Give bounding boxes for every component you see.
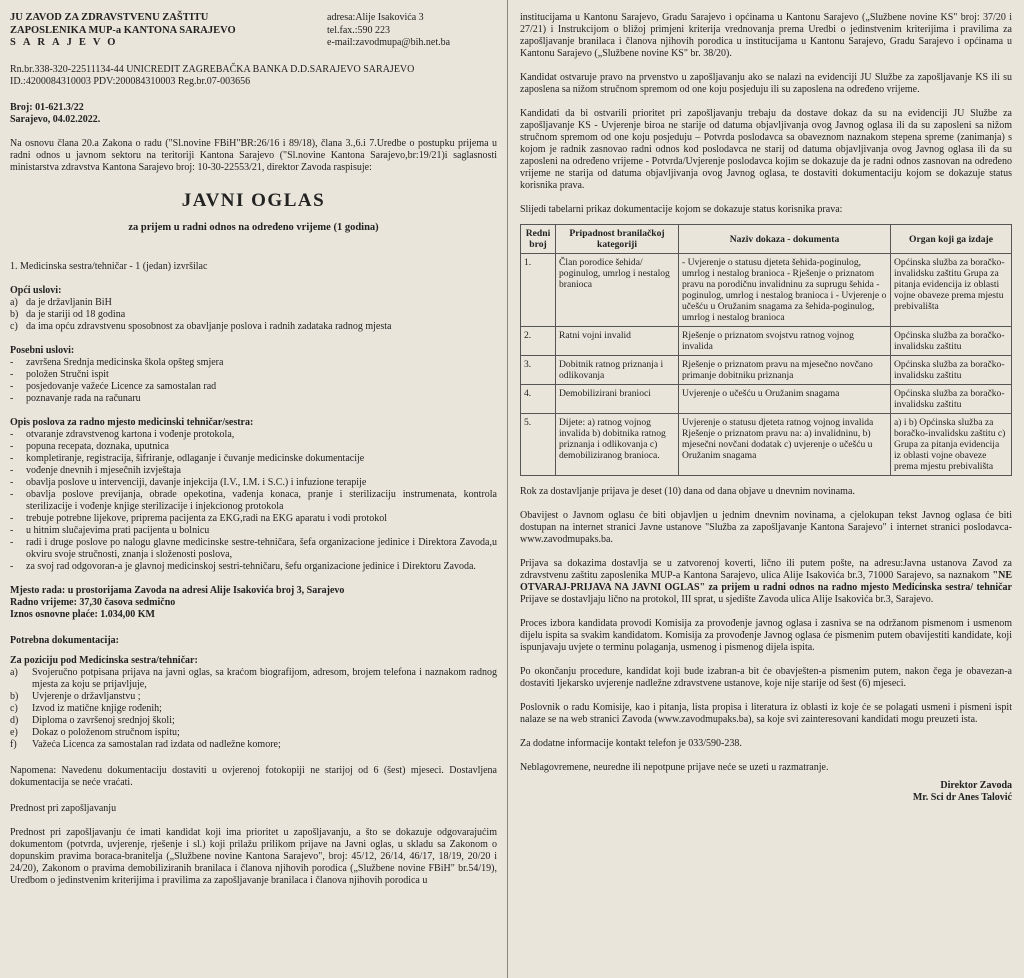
tel-fax: tel.fax.:590 223 (327, 24, 391, 36)
bank-line-1: Rn.br.338-320-22511134-44 UNICREDIT ZAGREBAČKA BANKA D.D.SARAJEVO SARAJEVO (10, 63, 415, 75)
publication-notice: Obavijest o Javnom oglasu će biti objavljen u jednim dnevnim novinama, a cjelokupan tekst Javnog oglasa će biti dostupan na internet stranici Javne ustanove "Služba za zapošljavanje Kantona Sarajevo" i internet stranici poslodavca-www.zavodmupaks.ba. (520, 510, 1012, 545)
submission-instructions: Prijava sa dokazima dostavlja se u zatvorenoj koverti, lično ili putem pošte, na adresu:Javna ustanova Zavod za zdravstvenu zaštitu zaposlenika MUP-a Kantona Sarajevo, ulica Alije Isakovića br.3, 71000 Sarajevo, sa naznakom "NE OTVARAJ-PRIJAVA NA JAVNI OGLAS" za prijem u radni odnos na radno mjesto Medicinska sestra/ tehničar Prijave se dostavljaju lično na protokol, III sprat, u sjedište Zavoda ulica Alije Isakovića br.3, Sarajevo. (520, 558, 1012, 605)
left-column (0, 0, 508, 978)
organization-name (10, 12, 236, 50)
list-item: - položen Stručni ispit (10, 368, 109, 380)
signature-block (520, 780, 1012, 804)
reference-number: Broj: 01-621.3/22 (10, 101, 84, 113)
subtitle: za prijem u radni odnos na određeno vrijeme (1 godina) (128, 221, 379, 233)
work-info (10, 585, 497, 621)
intro-paragraph: Na osnovu člana 20.a Zakona o radu ("Sl.novine FBiH"BR:26/16 i 89/18), člana 3.,6.i 7.Uredbe o postupku prijema u radni odnos u javnom sektoru na teritoriji Kantona Sarajevo ("Sl.novine Kantona Sarajevo,br:19/21)i saglasnosti ministarstva zdravstva Kantona Sarajevo broj: 10-30-22553/21, direktor Zavoda raspisuje: (10, 137, 497, 173)
list-item: c) da ima opću zdravstvenu sposobnost za obavljanje poslova i radnih zadataka radnog mjesta (10, 320, 392, 332)
table-row: 4. Demobilizirani branioci Uvjerenje o učešću u Oružanim snagama Općinska služba za boračko-invalidsku zaštitu (521, 385, 1012, 414)
letterhead (10, 12, 497, 50)
envelope-label: "NE OTVARAJ-PRIJAVA NA JAVNI OGLAS" za prijem u radni odnos na radno mjesto Medicinska sestra/ tehničar (520, 570, 1012, 593)
email: e-mail:zavodmupa@bih.net.ba (327, 37, 451, 48)
general-conditions-heading: Opći uslovi: (10, 284, 62, 296)
documents-note: Napomena: Navedenu dokumentaciju dostaviti u ovjerenoj fotokopiji ne starijoj od 6 (šest) mjeseci. Dostavljena dokumentacija se neće vraćati. (10, 764, 497, 788)
incomplete-applications: Neblagovremene, neuredne ili nepotpune prijave neće se uzeti u razmatranje. (520, 762, 829, 773)
duties-list (10, 429, 497, 573)
right-column (510, 0, 1024, 804)
deadline: Rok za dostavljanje prijava je deset (10) dana od dana objave u dnevnim novinama. (520, 486, 855, 497)
table-row: 5. Dijete: a) ratnog vojnog invalida b) dobitnika ratnog priznanja i odlikovanja c) demobiliziranog branioca. Uvjerenje o statusu djeteta ratnog vojnog invalida Rješenje o priznatom pravu na: a) invalidninu, b) mjesečni novčani dodatak c) uvjerenje o učešću u Oružanim snagama a) i b) Općinska služba za boračko-invalidsku zaštitu c) Grupa za pitanja evidencija iz oblasti vojne obaveze prema mjestu prebivališta (521, 414, 1012, 476)
documents-heading: Potrebna dokumentacija: (10, 634, 119, 646)
exam-rules: Poslovnik o radu Komisije, kao i pitanja, lista propisa i literatura iz oblasti iz koje će se polagati usmeni i pismeni ispit nalaze se na web stranici Zavoda (www.zavodmupaks.ba), sa koje svi zainteresovani kandidati mogu preuzeti ista. (520, 702, 1012, 725)
bank-line-2: ID.:4200084310003 PDV:200084310003 Reg.br.07-003656 (10, 75, 251, 87)
list-item: c) Izvod iz matične knjige rođenih; (10, 702, 162, 714)
table-intro: Slijedi tabelarni prikaz dokumentacije kojom se dokazuje status korisnika prava: (520, 204, 843, 215)
list-item: d) Diploma o završenoj srednjoj školi; (10, 714, 175, 726)
reference-block (10, 102, 497, 126)
list-item: - trebuje potrebne lijekove, priprema pacijenta za EKG,radi na EKG aparatu i vodi protokol (10, 512, 387, 524)
list-item: a) Svojeručno potpisana prijava na javni oglas, sa kraćom biografijom, adresom, brojem telefona i naznakom radnog mjesta za koju se prijavljuje, (10, 666, 497, 690)
priority-heading: Prednost pri zapošljavanju (10, 802, 117, 814)
column-header: Naziv dokaza - dokumenta (679, 225, 891, 254)
list-item: - za svoj rad odgovoran-a je glavnoj medicinskoj sestri-tehničaru, šefu organizacione jedinice i Direktoru Zavoda. (10, 560, 476, 572)
salary: Iznos osnovne plaće: 1.034,00 KM (10, 608, 155, 620)
org-line-3: SARAJEVO (10, 37, 123, 48)
list-item: - obavlja poslove previjanja, obrade opekotina, vađenja konaca, pranje i sterilizaciju instrumenata, kontrola sterilizacije i vođenje knjige sterilizacije i injekcionog protokola (10, 488, 497, 512)
position-line: 1. Medicinska sestra/tehničar - 1 (jedan) izvršilac (10, 260, 208, 272)
contact-phone: Za dodatne informacije kontakt telefon je 033/590-238. (520, 738, 742, 749)
list-item: - radi i druge poslove po nalogu glavne medicinske sestre-tehničara, šefa organizacione jedinice i Direktora Zavoda,u okviru svoje stručnosti, znanja i složenosti poslova, (10, 536, 497, 560)
status-documents-table (520, 224, 1012, 476)
document-date: Sarajevo, 04.02.2022. (10, 113, 101, 125)
column-header: Redni broj (521, 225, 556, 254)
selection-process: Proces izbora kandidata provodi Komisija za provođenje javnog oglasa i zasniva se na održanom pismenom i usmenom dijelu ispita sa svakim kandidatom. Komisija za provođenje Javnog oglasa će pismenim putem obavijestiti kandidate, koji ispunjavaju uvjete o terminu polaganja, usmenog i pismenog dijela ispita. (520, 618, 1012, 653)
work-hours: Radno vrijeme: 37,30 časova sedmično (10, 596, 176, 608)
list-item: e) Dokaz o položenom stručnom ispitu; (10, 726, 180, 738)
org-line-2: ZAPOSLENIKA MUP-a KANTONA SARAJEVO (10, 24, 236, 36)
special-conditions-list (10, 357, 497, 405)
list-item: - završena Srednja medicinska škola opšteg smjera (10, 356, 224, 368)
work-place: Mjesto rada: u prostorijama Zavoda na adresi Alije Isakovića broj 3, Sarajevo (10, 584, 345, 596)
table-row: 3. Dobitnik ratnog priznanja i odlikovanja Rješenje o priznatom pravu na mjesečno novčano primanje dobitniku priznanja Općinska služba za boračko-invalidsku zaštitu (521, 356, 1012, 385)
org-line-1: JU ZAVOD ZA ZDRAVSTVENU ZAŠTITU (10, 12, 209, 23)
list-item: - obavlja poslove u intervenciji, davanje injekcija (I.V., I.M. i S.C.) i infuzione terapije (10, 476, 367, 488)
page-title: JAVNI OGLAS (181, 189, 326, 211)
contact-block (327, 12, 497, 50)
list-item: - vođenje dnevnih i mjesečnih izvještaja (10, 464, 181, 476)
list-item: b) da je stariji od 18 godina (10, 308, 126, 320)
signature-title: Direktor Zavoda (940, 780, 1012, 791)
list-item: a) da je državljanin BiH (10, 296, 112, 308)
general-conditions-list (10, 297, 497, 333)
table-row: 1. Član porodice šehida/ poginulog, umrlog i nestalog branioca - Uvjerenje o statusu djeteta šehida-poginulog, umrlog i nestalog branioca - Rješenje o priznatom pravu na porodičnu invalidninu za suprugu šehida - poginulog, umrlog i nestalog branioca i - Uvjerenje o učešću u Oružanim snagama za šehida-poginulog, umrlog i nestalog branioca Općinska služba za boračko-invalidsku zaštitu Grupa za pitanja evidencija iz oblasti vojne obaveze prema mjestu prebivališta (521, 254, 1012, 327)
special-conditions-heading: Posebni uslovi: (10, 344, 75, 356)
address: adresa:Alije Isakovića 3 (327, 12, 424, 23)
priority-text-part-2: institucijama u Kantonu Sarajevo, Gradu Sarajevo i općinama u Kantonu Sarajevo („Službene novine KS" broj: 37/20 i 27/21) i Instrukcijom o bližoj primjeni kriterija vrednovanja prema Uredbi o jedinstvenim kriterijima i pravilima za zapošljavanje branilaca i članova njihovih porodica u institucijama u Kantonu Sarajevo, Gradu Sarajevo i općinama u Kantonu Sarajevo („Službene novine KS" br. 38/20). (520, 12, 1012, 59)
table-row: 2. Ratni vojni invalid Rješenje o priznatom svojstvu ratnog vojnog invalida Općinska služba za boračko-invalidsku zaštitu (521, 327, 1012, 356)
list-item: - kompletiranje, registracija, šifriranje, odlaganje i čuvanje medicinske dokumentacije (10, 452, 365, 464)
priority-text-part-1: Prednost pri zapošljavanju će imati kandidat koji ima prioritet u zapošljavanju, a što se dokazuje odgovarajućim dokumentom (potvrda, uvjerenje, rješenje i sl.) koji prilažu prilikom prijave na Javni oglas, u skladu sa Zakonom o dopunskim pravima boraca-branitelja („Službene novine Kantona Sarajevo", broj: 45/12, 26/14, 46/17, 18/19, 20/20 i 24/20), Zakonom o pravima demobiliziranih branilaca i članova njihovih porodica („Službene novine FBiH" br.54/19), Uredbom o jedinstvenim kriterijima i pravilima za zapošljavanje branilaca i članova njihovih porodica u (10, 826, 497, 886)
column-header: Pripadnost branilačkoj kategoriji (556, 225, 679, 254)
post-selection: Po okončanju procedure, kandidat koji bude izabran-a bit će obavješten-a pismenim putem, nakon čega je obavezan-a dostaviti ljekarsko uvjerenje nadležne zdravstvene ustanove, koje nije starije od šest (6) mjeseci. (520, 666, 1012, 689)
duties-heading: Opis poslova za radno mjesto medicinski tehničar/sestra: (10, 416, 254, 428)
list-item: - poznavanje rada na računaru (10, 392, 141, 404)
list-item: - otvaranje zdravstvenog kartona i vođenje protokola, (10, 428, 235, 440)
list-item: b) Uvjerenje o državljanstvu ; (10, 690, 141, 702)
documents-list (10, 667, 497, 751)
list-item: - popuna recepata, doznaka, uputnica (10, 440, 169, 452)
bank-info (10, 64, 497, 88)
list-item: - posjedovanje važeće Licence za samostalan rad (10, 380, 217, 392)
documents-subheading: Za poziciju pod Medicinska sestra/tehničar: (10, 654, 198, 666)
priority-proof: Kandidati da bi ostvarili prioritet pri zapošljavanju trebaju da dostave dokaz da su na evidenciji JU Službe za zapošljavanje KS - Uvjerenje biroa ne starije od datuma objavljivanja ovog Javnog oglasa ili da su zaposleni sa nižom stručnom spremom od one koju posjeduju – Potvrda poslodavca sa obaveznom naznakom stepena spreme (zanimanja) s kojom je radnik zasnovao radni odnos kod poslodavca ne starij od datuma objavljivanja ovog Javnog oglasa ili da su zaposleni na određeno vrijeme - Potvrda/Uvjerenje poslodavca kojim se dokazuje da je radni odnos zasnovan na određeno vrijeme ne starija od datuma objavljivanja ovog Javnog oglasa, te dostaviti dokumentaciju kojom se dokazuje status korisnika prava. (520, 108, 1012, 191)
table-header-row (521, 225, 1012, 254)
list-item: - u hitnim slučajevima prati pacijenta u bolnicu (10, 524, 210, 536)
list-item: f) Važeća Licenca za samostalan rad izdata od nadležne komore; (10, 738, 281, 750)
priority-eligibility: Kandidat ostvaruje pravo na prvenstvo u zapošljavanju ako se nalazi na evidenciji JU Službe za zapošljavanje KS ili su zaposlena sa nižom stručnom spremom od one koju posjeduju ili su zaposlena na određeno vrijeme. (520, 72, 1012, 95)
column-header: Organ koji ga izdaje (891, 225, 1012, 254)
signature-name: Mr. Sci dr Anes Talović (912, 792, 1012, 803)
